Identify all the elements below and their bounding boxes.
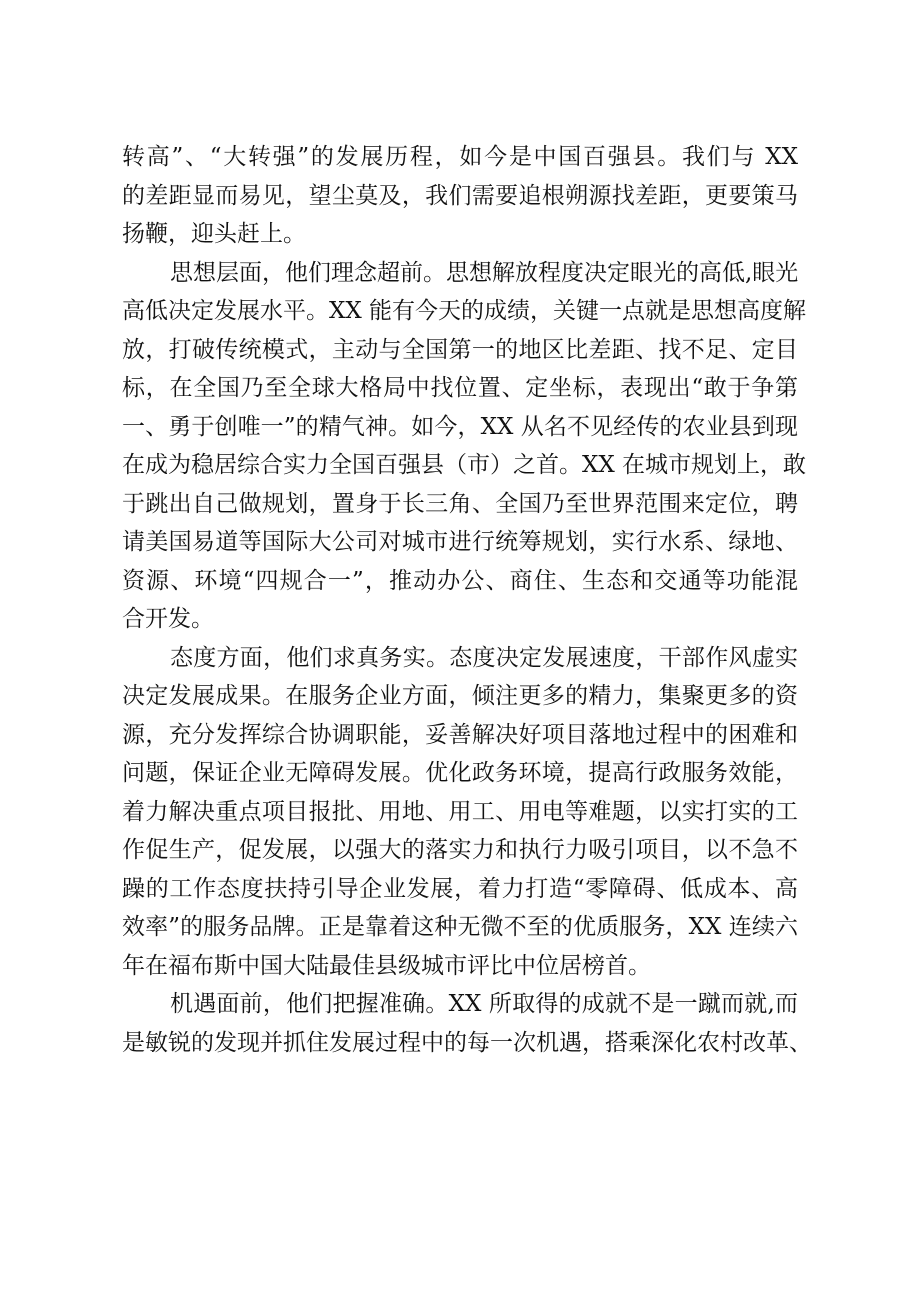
paragraph-intro-continuation	[122, 138, 798, 254]
paragraph-attitude-aspect	[122, 639, 798, 986]
document-body	[122, 138, 812, 1062]
text-line: 躁的工作态度扶持引导企业发展，着力打造“零障碍、低成本、高	[122, 875, 798, 902]
text-line: 年在福布斯中国大陆最佳县级城市评比中位居榜首。	[122, 952, 651, 979]
text-line: 一、勇于创唯一”的精气神。如今，XX 从名不见经传的农业县到现	[122, 413, 798, 440]
paragraph-thinking-level	[122, 254, 807, 639]
text-line: 思想层面，他们理念超前。思想解放程度决定眼光的高低,眼光	[170, 259, 799, 286]
text-line: 是敏锐的发现并抓住发展过程中的每一次机遇，搭乘深化农村改革、	[122, 1029, 812, 1056]
text-line: 在成为稳居综合实力全国百强县（市）之首。XX 在城市规划上，敢	[122, 452, 807, 478]
text-line: 高低决定发展水平。XX 能有今天的成绩，关键一点就是思想高度解	[122, 298, 807, 324]
text-line: 标，在全国乃至全球大格局中找位置、定坐标，表现出“敢于争第	[122, 375, 798, 401]
text-line: 决定发展成果。在服务企业方面，倾注更多的精力，集聚更多的资	[122, 683, 798, 709]
text-line: 资源、环境“四规合一”，推动办公、商住、生态和交通等功能混	[122, 567, 798, 594]
text-line: 请美国易道等国际大公司对城市进行统筹规划，实行水系、绿地、	[122, 529, 798, 555]
text-line: 转高”、“大转强”的发展历程，如今是中国百强县。我们与 XX	[122, 144, 798, 170]
text-line: 机遇面前，他们把握准确。XX 所取得的成就不是一蹴而就,而	[170, 991, 798, 1017]
text-line: 放，打破传统模式，主动与全国第一的地区比差距、找不足、定目	[122, 336, 798, 363]
text-line: 效率”的服务品牌。正是靠着这种无微不至的优质服务，XX 连续六	[122, 914, 798, 940]
text-line: 态度方面，他们求真务实。态度决定发展速度，干部作风虚实	[170, 644, 798, 671]
text-line: 扬鞭，迎头赶上。	[122, 221, 306, 247]
text-line: 合开发。	[122, 606, 214, 632]
text-line: 的差距显而易见，望尘莫及，我们需要追根朔源找差距，更要策马	[122, 182, 798, 209]
text-line: 问题，保证企业无障碍发展。优化政务环境，提高行政服务效能，	[122, 760, 798, 786]
paragraph-opportunity-front	[122, 985, 812, 1062]
text-line: 作促生产，促发展，以强大的落实力和执行力吸引项目，以不急不	[122, 837, 798, 863]
text-line: 于跳出自己做规划，置身于长三角、全国乃至世界范围来定位，聘	[122, 490, 798, 517]
text-line: 源，充分发挥综合协调职能，妥善解决好项目落地过程中的困难和	[122, 721, 798, 748]
text-line: 着力解决重点项目报批、用地、用工、用电等难题，以实打实的工	[122, 798, 798, 825]
